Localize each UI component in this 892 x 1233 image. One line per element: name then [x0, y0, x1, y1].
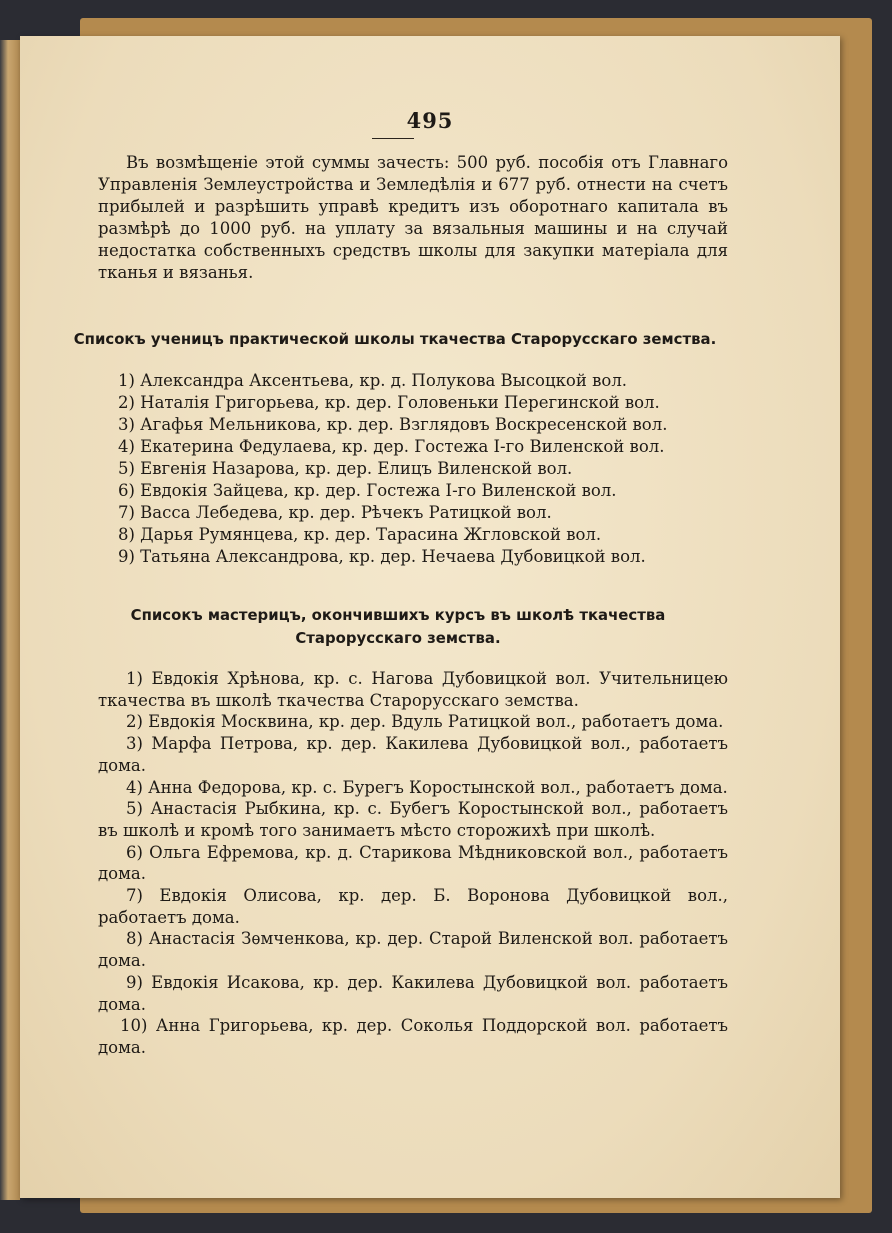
list-item: 2) Евдокія Москвина, кр. дер. Вдуль Ратицкой вол., работаетъ дома.: [126, 712, 724, 732]
masters-heading: Списокъ мастерицъ, окончившихъ курсъ въ школѣ ткачества Старорусскаго земства.: [130, 606, 666, 647]
list-item: 3) Марфа Петрова, кр. дер. Какилева Дубовицкой вол., работаетъ дома.: [98, 734, 728, 775]
list-item: 8) Дарья Румянцева, кр. дер. Тарасина Жгловской вол.: [118, 525, 602, 544]
list-item: 9) Евдокія Исакова, кр. дер. Какилева Дубовицкой вол. работаетъ дома.: [98, 972, 728, 1014]
list-item: 4) Екатерина Федулаева, кр. дер. Гостежа І-го Виленской вол.: [118, 437, 665, 456]
list-item: 4) Анна Федорова, кр. с. Бурегъ Коростынской вол., работаетъ дома.: [126, 777, 728, 797]
list-item: 8) Анастасія Зѳмченкова, кр. дер. Старой Виленской вол. работаетъ дома.: [98, 929, 728, 971]
list-item: 3) Агафья Мельникова, кр. дер. Взглядовъ Воскресенской вол.: [118, 415, 668, 434]
list-item: 1) Александра Аксентьева, кр. д. Полукова Высоцкой вол.: [118, 371, 628, 390]
book-page: [20, 36, 840, 1198]
page-number: 495: [406, 108, 454, 133]
list-item: 5) Евгенія Назарова, кр. дер. Елицъ Виленской вол.: [118, 459, 573, 478]
students-heading: Списокъ ученицъ практической школы ткачества Старорусскаго земства.: [73, 330, 717, 348]
intro-paragraph: Въ возмѣщеніе этой суммы зачесть: 500 руб. пособія отъ Главнаго Управленія Землеустройства и Земледѣлія и 677 руб. отнести на счетъ прибылей и разрѣшить управѣ кредитъ изъ оборотнаго капитала въ размѣрѣ до 1000 руб. на уплату за вязальныя машины и на случай недостатка собственныхъ средствъ школы для закупки матеріала для тканья и вязанья.: [98, 153, 728, 282]
list-item: 7) Евдокія Олисова, кр. дер. Б. Воронова Дубовицкой вол., работаетъ дома.: [98, 886, 728, 927]
list-item: 6) Евдокія Зайцева, кр. дер. Гостежа І-го Виленской вол.: [118, 481, 617, 500]
list-item: 5) Анастасія Рыбкина, кр. с. Бубегъ Коростынской вол., работаетъ въ школѣ и кромѣ того занимаетъ мѣсто сторожихѣ при школѣ.: [98, 799, 728, 840]
list-item: 9) Татьяна Александрова, кр. дер. Нечаева Дубовицкой вол.: [118, 547, 646, 566]
students-list: [98, 370, 738, 568]
list-item: 1) Евдокія Хрѣнова, кр. с. Нагова Дубовицкой вол. Учительницею ткачества въ школѣ ткачества Старорусскаго земства.: [98, 669, 728, 710]
intro-paragraph-block: [98, 152, 728, 284]
list-item: 7) Васса Лебедева, кр. дер. Рѣчекъ Ратицкой вол.: [118, 503, 552, 522]
book-spine: [0, 40, 20, 1200]
page-number-underline: [372, 138, 414, 139]
list-item: 10) Анна Григорьева, кр. дер. Соколья Поддорской вол. работаетъ дома.: [98, 1016, 728, 1057]
list-item: 6) Ольга Ефремова, кр. д. Старикова Мѣдниковской вол., работаетъ дома.: [98, 842, 728, 884]
masters-list: [98, 668, 728, 1059]
list-item: 2) Наталія Григорьева, кр. дер. Головеньки Перегинской вол.: [118, 393, 660, 412]
